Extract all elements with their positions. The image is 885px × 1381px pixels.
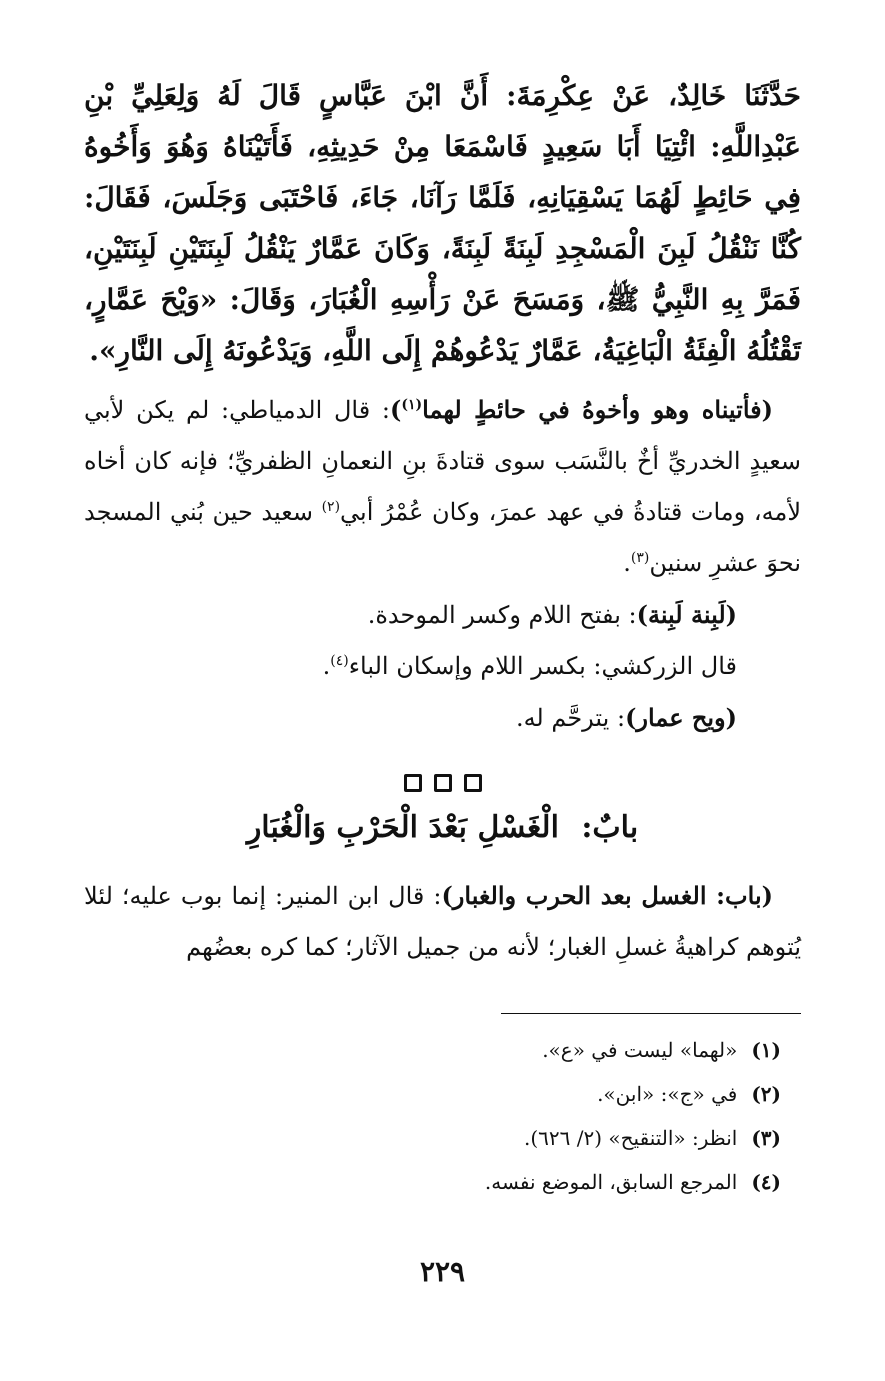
- footnote-text: انظر: «التنقيح» (٢/ ٦٢٦).: [523, 1126, 738, 1150]
- footnotes-list: [84, 1028, 801, 1204]
- commentary-term: (لَبِنة لَبِنة): [636, 600, 737, 629]
- commentary-paragraph-4: (ويح عمار): يترحَّم له.: [515, 703, 737, 732]
- footnote-text: «لهما» ليست في «ع».: [542, 1038, 738, 1062]
- commentary-paragraph-2: (لَبِنة لَبِنة): بفتح اللام وكسر الموحدة.: [367, 600, 737, 629]
- chapter-title: الْغَسْلِ بَعْدَ الْحَرْبِ وَالْغُبَارِ: [246, 810, 559, 845]
- section-divider: [84, 774, 801, 792]
- footnote-item: [84, 1072, 781, 1116]
- chapter-commentary: (باب: الغسل بعد الحرب والغبار): قال ابن المنير: إنما بوب عليه؛ لئلا يُتوهم كراهيةُ غسلِ الغبار؛ لأنه من جميل الآثار؛ كما كره بعضُهم: [84, 881, 801, 961]
- footnote-divider: [501, 1013, 801, 1014]
- footnote-ref[interactable]: (٢): [321, 499, 341, 515]
- footnote-ref[interactable]: (٣): [630, 550, 650, 566]
- chapter-heading: [84, 800, 801, 856]
- chapter-label: بابٌ:: [581, 810, 639, 845]
- square-ornament-icon: [434, 774, 452, 792]
- commentary-term: (باب: الغسل بعد الحرب والغبار): [441, 881, 773, 910]
- page-number: ٢٢٩: [419, 1255, 466, 1288]
- footnote-number: (١): [751, 1038, 781, 1062]
- footnote-item: [84, 1116, 781, 1160]
- footnote-number: (٣): [751, 1126, 781, 1150]
- footnote-text: المرجع السابق، الموضع نفسه.: [484, 1170, 738, 1194]
- footnote-text: في «ج»: «ابن».: [597, 1082, 738, 1106]
- hadith-text: حَدَّثَنَا خَالِدٌ، عَنْ عِكْرِمَةَ: أَنَّ ابْنَ عَبَّاسٍ قَالَ لَهُ وَلِعَلِيِّ بْنِ عَبْدِاللَّهِ: ائْتِيَا أَبَا سَعِيدٍ فَاسْمَعَا مِنْ حَدِيثِهِ، فَأَتَيْنَاهُ وَهُوَ وَأَخُوهُ فِي حَائِطٍ لَهُمَا يَسْقِيَانِهِ، فَلَمَّا رَآنَا، جَاءَ، فَاحْتَبَى وَجَلَسَ، فَقَالَ: كُنَّا نَنْقُلُ لَبِنَ الْمَسْجِدِ لَبِنَةً لَبِنَةً، وَكَانَ عَمَّارٌ يَنْقُلُ لَبِنَتَيْنِ لَبِنَتَيْنِ، فَمَرَّ بِهِ النَّبِيُّ ﷺ، وَمَسَحَ عَنْ رَأْسِهِ الْغُبَارَ، وَقَالَ: «وَيْحَ عَمَّارٍ، تَقْتُلُهُ الْفِئَةُ الْبَاغِيَةُ، عَمَّارٌ يَدْعُوهُمْ إِلَى اللَّهِ، وَيَدْعُونَهُ إِلَى النَّارِ».: [84, 79, 801, 367]
- square-ornament-icon: [464, 774, 482, 792]
- footnote-item: [84, 1160, 781, 1204]
- footnote-ref[interactable]: (١): [401, 397, 423, 413]
- footnote-ref[interactable]: (٤): [330, 653, 349, 669]
- commentary-paragraph-3: قال الزركشي: بكسر اللام وإسكان الباء$^{(٤)}$.: [322, 652, 737, 680]
- commentary-paragraph-1: (فأتيناه وهو وأخوهُ في حائطٍ لهما$^{(١)}$): قال الدمياطي: لم يكن لأبي سعيدٍ الخدريِّ أخٌ بالنَّسَب سوى قتادةَ بنِ النعمانِ الظفريِّ؛ فإنه كان أخاه لأمه، ومات قتادةُ في عهد عمرَ، وكان عُمْرُ أبي$^{(٢)}$ سعيد حين بُني المسجد نحوَ عشرِ سنين$^{(٣)}$.: [84, 395, 802, 577]
- commentary-term: (فأتيناه وهو وأخوهُ في حائطٍ لهما$^{(١)}$): [390, 395, 773, 424]
- commentary-term: (ويح عمار): [625, 703, 737, 732]
- square-ornament-icon: [404, 774, 422, 792]
- footnote-item: [84, 1028, 781, 1072]
- footnote-number: (٤): [751, 1170, 781, 1194]
- footnote-number: (٢): [751, 1082, 781, 1106]
